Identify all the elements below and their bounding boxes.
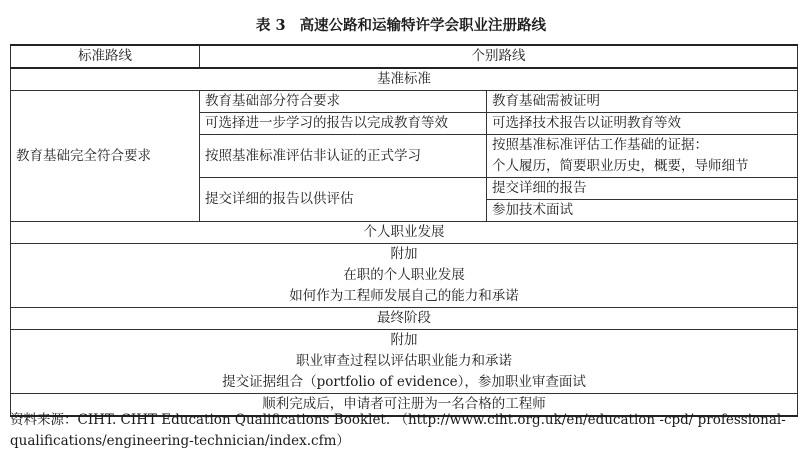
- header-individual-route: 个别路线: [200, 45, 798, 68]
- individual-r2-a: 可选择进一步学习的报告以完成教育等效: [200, 113, 487, 135]
- section-final-stage: 最终阶段: [11, 308, 798, 330]
- individual-r4-b: 提交详细的报告: [487, 178, 798, 200]
- source-line1: 资料来源：CIHT. CIHT Education Qualifications Booklet. （http://www.ciht.org.uk/en/education -cpd/ professional-: [10, 412, 786, 428]
- individual-r3-b-line2: 个人履历，简要职业历史，概要，导师细节: [487, 156, 798, 178]
- individual-r5-b: 参加技术面试: [487, 200, 798, 222]
- ipd-line1: 附加: [11, 244, 798, 266]
- final-line1: 附加: [11, 330, 798, 352]
- completion-row: 顺利完成后，申请者可注册为一名合格的工程师: [11, 394, 798, 417]
- table-caption: [0, 14, 802, 35]
- source-note: [10, 410, 790, 452]
- ipd-line2: 在职的个人职业发展: [11, 265, 798, 286]
- header-standard-route: 标准路线: [11, 45, 200, 68]
- section-benchmark: 基准标准: [11, 68, 798, 91]
- standard-route-cell: 教育基础完全符合要求: [11, 91, 200, 222]
- final-line2: 职业审查过程以评估职业能力和承诺: [11, 351, 798, 372]
- individual-r1-a: 教育基础部分符合要求: [200, 91, 487, 113]
- final-line3: 提交证据组合（portfolio of evidence），参加职业审查面试: [11, 372, 798, 394]
- section-personal-development: 个人职业发展: [11, 222, 798, 244]
- table-title: 高速公路和运输特许学会职业注册路线: [299, 17, 547, 34]
- ipd-line3: 如何作为工程师发展自己的能力和承诺: [11, 286, 798, 308]
- individual-r2-b: 可选择技术报告以证明教育等效: [487, 113, 798, 135]
- individual-r3-a: 按照基准标准评估非认证的正式学习: [200, 135, 487, 178]
- individual-r4-a: 提交详细的报告以供评估: [200, 178, 487, 222]
- source-line2: qualifications/engineering-technician/index.cfm）: [10, 433, 350, 449]
- individual-r1-b: 教育基础需被证明: [487, 91, 798, 113]
- table-number: 表 3: [255, 17, 286, 34]
- registration-routes-table: [10, 44, 798, 417]
- individual-r3-b-line1: 按照基准标准评估工作基础的证据：: [487, 135, 798, 157]
